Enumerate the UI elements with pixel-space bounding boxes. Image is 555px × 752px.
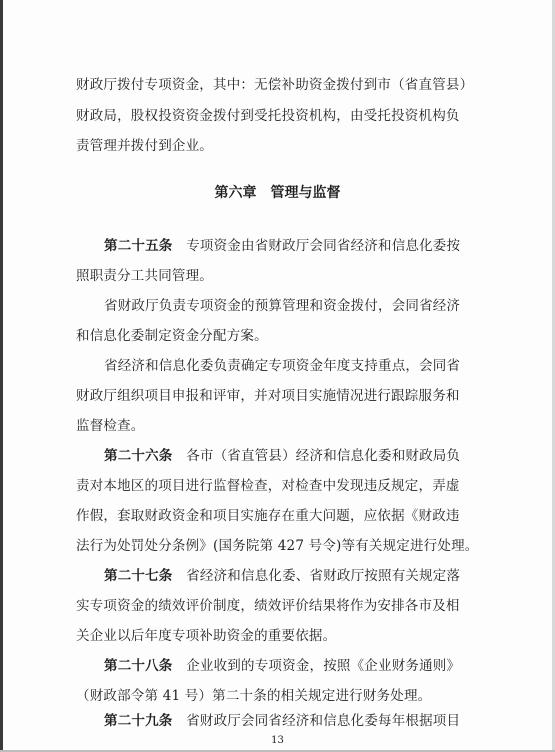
body-line: （财政部令第 41 号）第二十条的相关规定进行财务处理。 [76, 688, 432, 704]
article-label: 第二十七条 [104, 568, 173, 584]
article-label: 第二十六条 [104, 448, 173, 464]
article-label: 第二十五条 [104, 238, 173, 254]
article-text: 专项资金由省财政厅会同省经济和信息化委按 [172, 238, 461, 254]
scan-left-border [0, 0, 3, 752]
article-25-first-line [104, 237, 460, 255]
body-line: 实专项资金的绩效评价制度，绩效评价结果将作为安排各市及相 [76, 598, 460, 614]
article-label: 第二十九条 [104, 713, 173, 729]
body-line: 责管理并拨付到企业。 [76, 138, 213, 154]
article-text: 省财政厅会同省经济和信息化委每年根据项目 [172, 713, 461, 729]
article-text: 省经济和信息化委、省财政厅按照有关规定落 [172, 568, 461, 584]
body-line: 关企业以后年度专项补助资金的重要依据。 [76, 628, 337, 644]
chapter-heading: 第六章 管理与监督 [214, 185, 341, 201]
article-26-first-line [104, 447, 460, 465]
body-line: 财政厅拨付专项资金，其中：无偿补助资金拨付到市（省直管县） [76, 77, 474, 93]
body-line: 和信息化委制定资金分配方案。 [76, 328, 268, 344]
page-number: 13 [271, 735, 284, 746]
article-text: 企业收到的专项资金，按照《企业财务通则》 [172, 658, 461, 674]
body-line: 省经济和信息化委负责确定专项资金年度支持重点，会同省 [104, 358, 461, 374]
body-line: 省财政厅负责专项资金的预算管理和资金拨付，会同省经济 [104, 298, 461, 314]
body-line: 责对本地区的项目进行监督检查，对检查中发现违反规定，弄虚 [76, 478, 460, 494]
body-line: 财政厅组织项目申报和评审，并对项目实施情况进行跟踪服务和 [76, 388, 460, 404]
article-29-first-line [104, 712, 460, 730]
body-line: 法行为处罚处分条例》(国务院第 427 号令)等有关规定进行处理。 [76, 538, 479, 554]
body-line: 监督检查。 [76, 418, 145, 434]
body-line: 作假，套取财政资金和项目实施存在重大问题，应依据《财政违 [76, 508, 460, 524]
article-27-first-line [104, 567, 460, 585]
article-text: 各市（省直管县）经济和信息化委和财政局负 [172, 448, 461, 464]
article-label: 第二十八条 [104, 658, 173, 674]
article-28-first-line [104, 657, 460, 675]
body-line: 财政局，股权投资资金拨付到受托投资机构，由受托投资机构负 [76, 108, 460, 124]
body-line: 照职责分工共同管理。 [76, 268, 213, 284]
